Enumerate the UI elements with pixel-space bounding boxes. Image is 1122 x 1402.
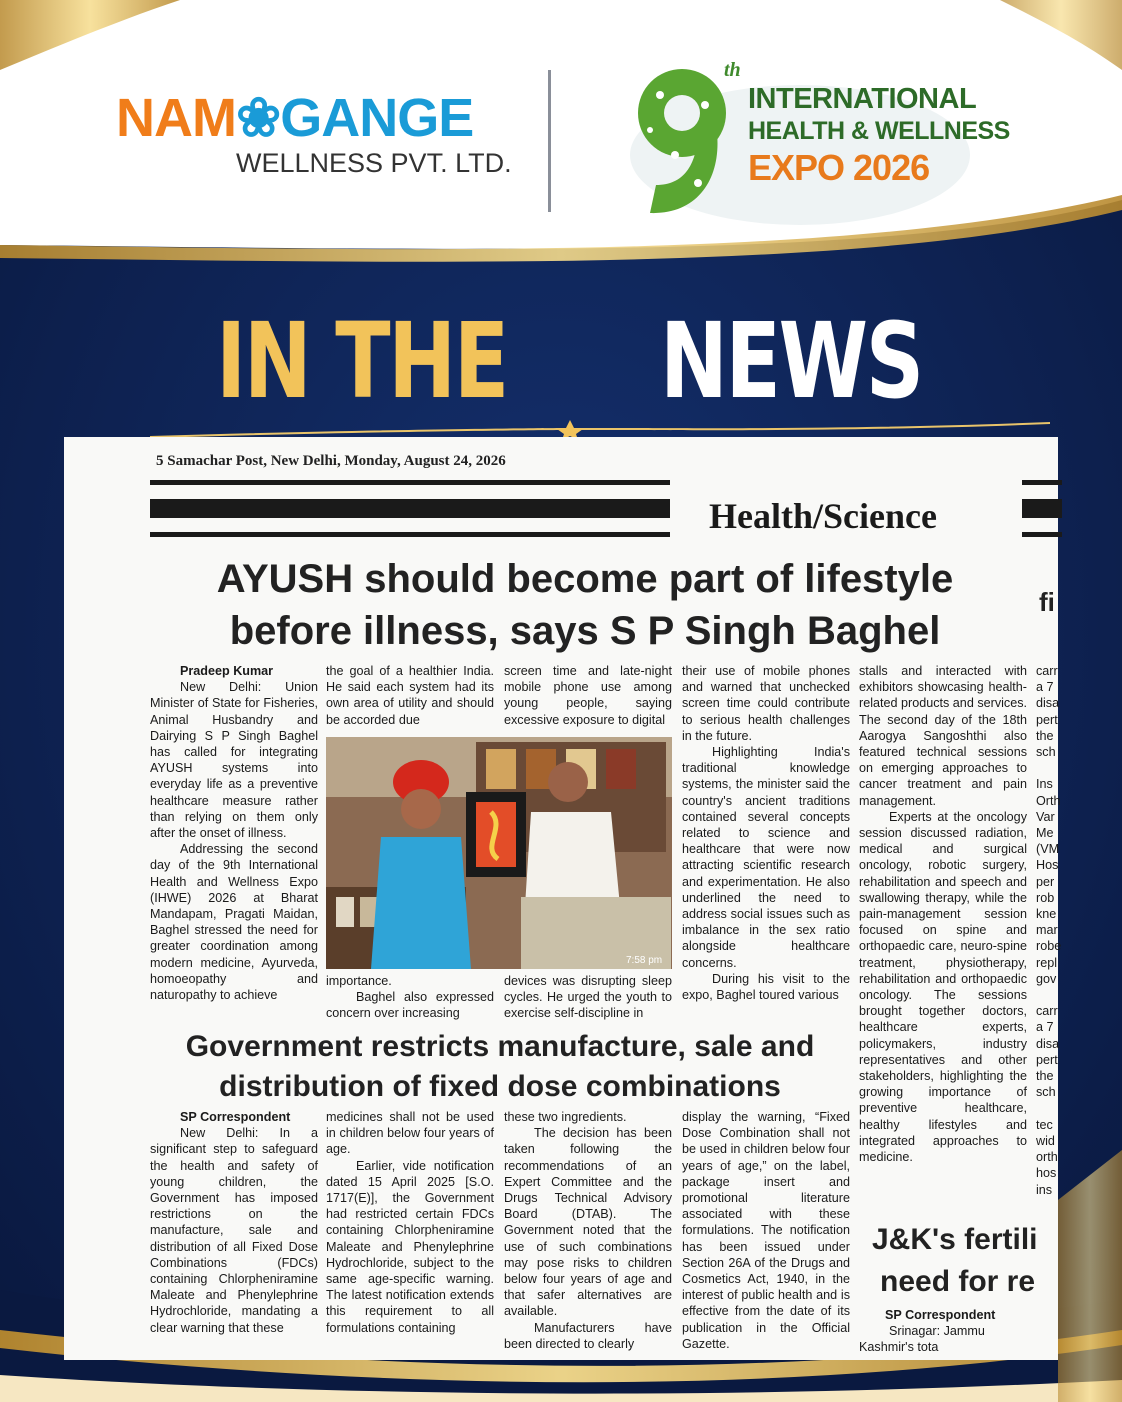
- expo-title-line1: INTERNATIONAL: [748, 83, 977, 115]
- namogange-logo: [116, 88, 512, 198]
- brand-tagline: WELLNESS PVT. LTD.: [236, 148, 512, 178]
- expo-title-line3: EXPO 2026: [748, 147, 930, 188]
- story1-col3-bottom: [504, 973, 672, 1023]
- cut-off-line: [1036, 760, 1066, 776]
- story1-col2-top-text: the goal of a healthier India. He said each system had its own area of utility and should be accorded due: [326, 664, 494, 727]
- cut-off-line: orth: [1036, 1150, 1058, 1165]
- story1-col1-para2: Addressing the second day of the 9th International Health and Wellness Expo (IHWE) 2026 at Bharat Mandapam, Pragati Maidan, Baghel stressed the need for greater coordination among modern medicine, Ayurveda, homoeopathy and naturopathy to achieve: [150, 842, 318, 1003]
- story2-col3: [504, 1109, 672, 1357]
- cut-off-line: Var: [1036, 809, 1055, 824]
- dateline: 5 Samachar Post, New Delhi, Monday, August 24, 2026: [156, 453, 506, 469]
- story1-col2-top: [326, 663, 494, 729]
- story3-col: [859, 1307, 1009, 1357]
- cut-off-column: [1036, 663, 1066, 1198]
- story3-headline-line1: J&K's fertili: [872, 1223, 1038, 1256]
- expo-suffix: th: [724, 59, 741, 81]
- cut-off-line: pert: [1036, 1052, 1058, 1067]
- story1-col4-para2: Highlighting India's traditional knowledge systems, the minister said the country's ancient traditions contained several concepts related to science and healthcare that were now attracting scientific research and experimentation. He also underlined the need to address social issues such as imbalance in the sex ratio alongside healthcare concerns.: [682, 745, 850, 970]
- brand-name: NAM❀GANGE: [116, 88, 474, 148]
- photo-timestamp: 7:58 pm: [626, 955, 663, 966]
- cut-off-line: rob: [1036, 890, 1055, 905]
- story1-col3-top-text: screen time and late-night mobile phone use among young people, saying excessive exposure to digital: [504, 664, 672, 727]
- story2-col4-text: display the warning, “Fixed Dose Combination shall not be used in children below four years of age,” on the label, package insert and promotional literature associated with these formulations. The notification has been issued under Section 26A of the Drugs and Cosmetics Act, 1940, in the interest of public health and is effective from the date of its publication in the Official Gazette.: [682, 1110, 850, 1351]
- cut-off-line: (VM: [1036, 842, 1060, 857]
- expo-logo: [620, 55, 1010, 225]
- story3-text: Srinagar: Jammu Kashmir's tota: [859, 1324, 985, 1355]
- cut-off-line: per: [1036, 874, 1055, 889]
- story2-byline: SP Correspondent: [180, 1110, 291, 1124]
- news-photo: [326, 737, 672, 969]
- cut-off-line: a 7: [1036, 1020, 1054, 1035]
- story2-headline-line1: Government restricts manufacture, sale and: [185, 1030, 815, 1063]
- story3-byline: SP Correspondent: [885, 1308, 996, 1322]
- story1-col4: [682, 663, 850, 1023]
- cut-off-line: mar: [1036, 923, 1058, 938]
- story1-headline-line1: AYUSH should become part of lifestyle: [216, 557, 954, 601]
- cut-off-line: gov: [1036, 971, 1057, 986]
- story1-col5-para2: Experts at the oncology session discussed radiation, medical and surgical oncology, robotic surgery, rehabilitation and speech and swallowing therapy, while the pain-management session focused on spine and orthopaedic care, neuro-spine treatment, physiotherapy, rehabilitation and orthopaedic oncology. The sessions brought together doctors, healthcare experts, policymakers, industry representatives and other stakeholders, highlighting the growing importance of preventive healthcare, healthy lifestyles and integrated approaches to medicine.: [859, 809, 1027, 1165]
- adjacent-headline-cut: fi: [1039, 587, 1055, 617]
- cut-off-line: Me: [1036, 826, 1054, 841]
- story1-byline: Pradeep Kumar: [180, 664, 274, 678]
- cut-off-line: tec: [1036, 1117, 1053, 1132]
- story2-col4: [682, 1109, 850, 1357]
- story1-col3-top: [504, 663, 672, 729]
- cut-off-line: carr: [1036, 664, 1058, 678]
- header: [0, 0, 1122, 250]
- photo-illustration: [326, 737, 672, 969]
- cut-off-line: ins: [1036, 1182, 1053, 1197]
- masthead-rules: [150, 480, 670, 552]
- story1-col1: [150, 663, 318, 1023]
- story1-col4-para3: During his visit to the expo, Baghel toured various: [682, 971, 850, 1003]
- banner-news: NEWS: [660, 300, 922, 422]
- story1-headline-line2: before illness, says S P Singh Baghel: [229, 609, 941, 653]
- story2-headline-line2: distribution of fixed dose combinations: [219, 1070, 781, 1103]
- story3-headline: [872, 1219, 1038, 1303]
- cut-off-line: sch: [1036, 745, 1056, 760]
- section-title: Health/Science: [709, 496, 937, 536]
- cut-off-line: repl: [1036, 955, 1057, 970]
- story1-col5-para1: stalls and interacted with exhibitors showcasing health-related products and services. The second day of the 18th Aarogya Sangoshthi also featured technical sessions on emerging approaches to cancer treatment and pain management.: [859, 664, 1028, 808]
- story1-col1-para1: New Delhi: Union Minister of State for Fisheries, Animal Husbandry and Dairying S P Singh Baghel has called for integrating AYUSH systems into everyday life as a preventive healthcare measure rather than relying on them only after the onset of illness.: [150, 680, 318, 841]
- story1-col2-bottom: [326, 973, 494, 1023]
- cut-off-line: Orth: [1036, 793, 1061, 808]
- cut-off-line: the: [1036, 728, 1054, 743]
- expo-title-line2: HEALTH & WELLNESS: [748, 117, 1010, 145]
- story2-col2: [326, 1109, 494, 1357]
- banner-in-the: IN THE: [216, 300, 507, 422]
- cut-off-line: robe: [1036, 939, 1062, 954]
- cut-off-line: hos: [1036, 1166, 1057, 1181]
- cut-off-line: the: [1036, 1069, 1054, 1084]
- lotus-o-icon: ❀: [235, 88, 281, 148]
- story1-col3-bottom-text: devices was disrupting sleep cycles. He urged the youth to exercise self-discipline in: [504, 974, 672, 1021]
- story1-col4-para1: their use of mobile phones and warned that unchecked screen time could contribute to serious health challenges in the future.: [682, 664, 850, 743]
- cut-off-line: sch: [1036, 1085, 1056, 1100]
- story2-col2-para2: Earlier, vide notification dated 15 April 2025 [S.O. 1717(E)], the Government had restricted certain FDCs containing Chlorpheniramine Maleate and Phenylephrine Hydrochloride, subject to the same age-specific warning. The latest notification extends this requirement to all formulations containing: [326, 1158, 494, 1335]
- cut-off-line: disa: [1036, 1036, 1060, 1051]
- story3-headline-line2: need for re: [880, 1265, 1036, 1298]
- story2-headline: [150, 1027, 850, 1107]
- cut-off-line: pert: [1036, 712, 1058, 727]
- cut-off-line: carr: [1036, 1004, 1058, 1019]
- cut-off-line: [1036, 1100, 1066, 1116]
- cut-off-line: wid: [1036, 1133, 1055, 1148]
- logo-divider: [548, 70, 551, 212]
- newspaper-clipping: [64, 437, 1062, 1360]
- story2-col1: [150, 1109, 318, 1357]
- story1-headline: [150, 553, 1020, 657]
- cut-off-line: a 7: [1036, 680, 1054, 695]
- story1-col2-bottom-para1: importance.: [326, 974, 392, 988]
- story1-col5: [859, 663, 1027, 1203]
- story2-col1-text: New Delhi: In a significant step to safeguard the health and safety of young children, the Government has imposed restrictions on the manufacture, sale and distribution of all Fixed Dose Combinations (FDCs) containing Chlorpheniramine Maleate and Phenylephrine Hydrochloride, mandating a clear warning that these: [150, 1126, 318, 1335]
- story1-col2-bottom-para2: Baghel also expressed concern over increasing: [326, 990, 494, 1021]
- cut-off-line: Ins: [1036, 777, 1053, 792]
- cut-off-line: [1036, 987, 1066, 1003]
- cut-off-line: disa: [1036, 696, 1060, 711]
- cut-off-line: Hos: [1036, 858, 1059, 873]
- story2-col2-para1: medicines shall not be used in children below four years of age.: [326, 1110, 494, 1157]
- masthead-rules-right: [1022, 480, 1062, 552]
- story2-col3-para2: The decision has been taken following the recommendations of an Expert Committee and the Drugs Technical Advisory Board (DTAB). The Government noted that the use of such combinations may pose risks to children below four years of age and that safer alternatives are available.: [504, 1126, 672, 1319]
- story2-col3-para1: these two ingredients.: [504, 1110, 627, 1124]
- cut-off-line: kne: [1036, 907, 1057, 922]
- story2-col3-para3: Manufacturers have been directed to clearly: [504, 1320, 672, 1351]
